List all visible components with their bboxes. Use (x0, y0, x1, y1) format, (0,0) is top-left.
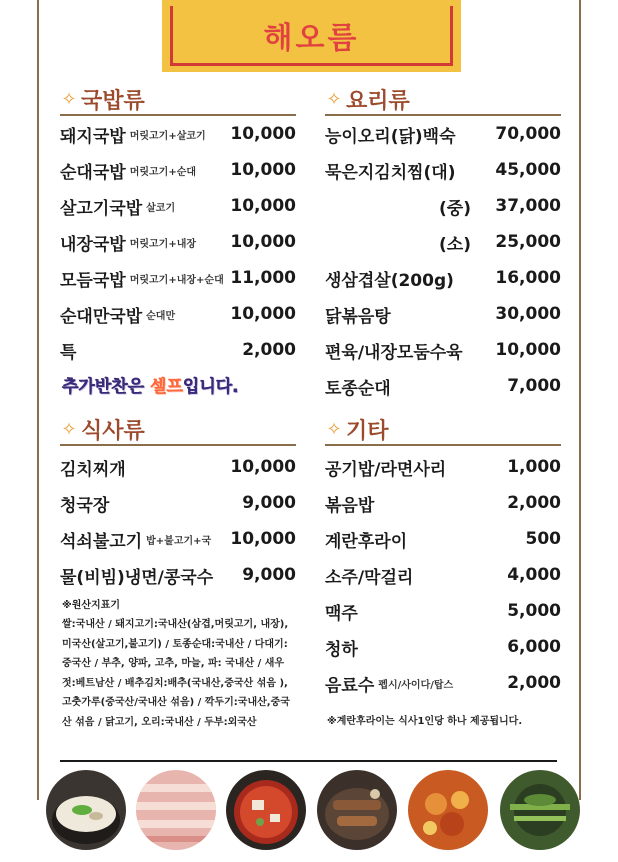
menu-item-price: 1,000 (507, 457, 561, 477)
section-label: 국밥류 (81, 88, 145, 114)
menu-item-name: 청국장 (60, 495, 110, 516)
gukbap-photo (46, 770, 126, 850)
menu-item-price: 30,000 (495, 304, 561, 324)
menu-item-name: 청하 (325, 639, 358, 660)
title-banner (162, 0, 461, 72)
menu-item-name-group (325, 302, 391, 327)
menu-item-name: 물(비빔)냉면/콩국수 (60, 567, 214, 588)
sparkle-icon: ✧ (326, 418, 342, 440)
menu-item-row (60, 156, 296, 184)
sparkle-icon: ✧ (326, 88, 342, 110)
menu-item-name: 특 (60, 342, 77, 363)
menu-item-row (325, 489, 561, 517)
kimchi-stew-photo (226, 770, 306, 850)
menu-item-row (325, 192, 561, 220)
menu-item-row (60, 525, 296, 553)
left-border-line (37, 0, 39, 800)
menu-item-name: 모듬국밥 (60, 270, 126, 291)
menu-item-name-group (325, 563, 413, 588)
menu-item-name: 음료수 (325, 675, 375, 696)
menu-item-name: 토종순대 (325, 378, 391, 399)
menu-item-name-group (60, 158, 196, 183)
section-yori-heading (325, 84, 561, 116)
section-label: 기타 (346, 418, 389, 444)
menu-item-name: 생삼겹살(200g) (325, 270, 454, 291)
menu-item-row (60, 120, 296, 148)
menu-item-row (325, 120, 561, 148)
menu-item-price: 10,000 (230, 529, 296, 549)
sparkle-icon: ✧ (61, 88, 77, 110)
menu-item-row (325, 336, 561, 364)
menu-item-name: (소) (439, 234, 471, 255)
menu-item-row (325, 300, 561, 328)
menu-item-name-group (325, 230, 471, 255)
menu-item-name-group (325, 635, 358, 660)
footnote: ※계란후라이는 식사1인당 하나 제공됩니다. (327, 716, 523, 727)
menu-item-price: 10,000 (230, 124, 296, 144)
menu-item-name-group (325, 122, 456, 147)
menu-item-price: 10,000 (230, 304, 296, 324)
menu-item-name-group (325, 527, 407, 552)
menu-item-name-group (60, 455, 126, 480)
notice-highlight: 셀프 (150, 377, 183, 397)
menu-item-name-group (325, 194, 471, 219)
menu-item-name: 순대만국밥 (60, 306, 143, 327)
menu-item-description: 살코기 (146, 202, 176, 214)
menu-item-price: 70,000 (495, 124, 561, 144)
menu-item-price: 10,000 (230, 196, 296, 216)
menu-item-name: 살고기국밥 (60, 198, 143, 219)
menu-item-name: 소주/막걸리 (325, 567, 414, 588)
menu-item-name: 계란후라이 (325, 531, 408, 552)
menu-item-name-group (325, 338, 463, 363)
menu-item-name: 석쇠불고기 (60, 531, 143, 552)
menu-item-name-group (325, 455, 446, 480)
section-gita-heading (325, 414, 561, 446)
menu-item-description: 펩시/사이다/탑스 (378, 679, 454, 691)
menu-item-name: 능이오리(닭)백숙 (325, 126, 456, 147)
menu-item-price: 11,000 (230, 268, 296, 288)
menu-item-row (325, 453, 561, 481)
menu-item-row (325, 372, 561, 400)
menu-item-name-group (325, 374, 391, 399)
menu-item-row (325, 669, 561, 697)
menu-item-row (60, 300, 296, 328)
right-border-line (579, 0, 581, 800)
menu-item-description: 머릿고기+살코기 (129, 130, 206, 142)
self-service-notice (62, 372, 239, 397)
bottom-divider (60, 760, 557, 762)
menu-item-row (60, 192, 296, 220)
menu-item-name-group (325, 266, 454, 291)
menu-item-name: 닭볶음탕 (325, 306, 391, 327)
menu-item-name-group (60, 563, 213, 588)
menu-item-name-group (60, 338, 76, 363)
food-photo-strip (0, 770, 618, 862)
braised-chicken-photo (408, 770, 488, 850)
menu-item-name-group (325, 671, 453, 696)
menu-item-row (60, 489, 296, 517)
menu-item-price: 5,000 (507, 601, 561, 621)
menu-item-name: 순대국밥 (60, 162, 126, 183)
sparkle-icon: ✧ (61, 418, 77, 440)
menu-item-name-group (60, 527, 211, 552)
menu-item-price: 10,000 (230, 457, 296, 477)
menu-item-name-group (60, 491, 109, 516)
menu-item-name-group (325, 158, 456, 183)
menu-item-name: 맥주 (325, 603, 358, 624)
menu-item-row (60, 561, 296, 589)
origin-body: 쌀:국내산 / 돼지고기:국내산(삼겹,머릿고기, 내장), 미국산(살고기,불고기) / 토종순대:국내산 / 다대기:중국산 / 부추, 양파, 고추, 마늘, 파: 국내산 / 새우젓:베트남산 / 배추김치:배추(국내산,중국산 섞음 ), 고춧가루(중국산/국내산 섞음) / 깍두기:국내산,중국산 섞음 / 닭고기, 오리:국내산 / 두부:외국산 (62, 619, 290, 728)
menu-item-name-group (325, 491, 374, 516)
menu-item-price: 2,000 (507, 493, 561, 513)
menu-item-name: 내장국밥 (60, 234, 126, 255)
menu-item-name-group (60, 266, 224, 291)
menu-item-row (325, 228, 561, 256)
menu-item-price: 9,000 (242, 493, 296, 513)
menu-item-description: 머릿고기+내장+순대 (129, 274, 224, 286)
menu-item-name: 볶음밥 (325, 495, 375, 516)
menu-item-name: 편육/내장모둠수육 (325, 342, 463, 363)
pork-belly-photo (136, 770, 216, 850)
grilled-meat-photo (317, 770, 397, 850)
menu-item-price: 25,000 (495, 232, 561, 252)
menu-item-name-group (60, 122, 206, 147)
menu-item-price: 4,000 (507, 565, 561, 585)
menu-item-price: 2,000 (507, 673, 561, 693)
menu-item-price: 45,000 (495, 160, 561, 180)
menu-item-price: 2,000 (242, 340, 296, 360)
menu-item-price: 9,000 (242, 565, 296, 585)
sundae-photo (500, 770, 580, 850)
menu-item-row (60, 453, 296, 481)
menu-item-description: 머릿고기+내장 (129, 238, 197, 250)
menu-item-name-group (60, 194, 175, 219)
menu-item-description: 머릿고기+순대 (129, 166, 197, 178)
menu-item-name-group (60, 230, 196, 255)
menu-item-price: 6,000 (507, 637, 561, 657)
menu-item-row (60, 336, 296, 364)
section-label: 요리류 (346, 88, 410, 114)
menu-item-row (325, 633, 561, 661)
menu-item-price: 10,000 (495, 340, 561, 360)
menu-item-row (60, 264, 296, 292)
origin-info (62, 596, 292, 733)
section-siksa-heading (60, 414, 296, 446)
menu-item-name-group (60, 302, 175, 327)
title-frame (170, 6, 453, 66)
menu-item-description: 순대만 (146, 310, 176, 322)
menu-item-price: 16,000 (495, 268, 561, 288)
menu-item-name: (중) (439, 198, 471, 219)
menu-item-row (60, 228, 296, 256)
page-title: 해오름 (263, 20, 360, 56)
section-gukbap-heading (60, 84, 296, 116)
menu-item-name: 김치찌개 (60, 459, 126, 480)
menu-item-name: 공기밥/라면사리 (325, 459, 447, 480)
menu-item-row (325, 525, 561, 553)
menu-item-price: 7,000 (507, 376, 561, 396)
menu-item-price: 10,000 (230, 160, 296, 180)
menu-item-row (325, 156, 561, 184)
menu-item-price: 500 (525, 529, 561, 549)
section-label: 식사류 (81, 418, 145, 444)
menu-item-row (325, 561, 561, 589)
menu-item-price: 10,000 (230, 232, 296, 252)
menu-item-row (325, 264, 561, 292)
notice-prefix: 추가반찬은 (62, 377, 151, 397)
menu-item-name: 묵은지김치찜(대) (325, 162, 456, 183)
menu-item-name: 돼지국밥 (60, 126, 126, 147)
menu-item-price: 37,000 (495, 196, 561, 216)
notice-suffix: 입니다. (182, 377, 239, 397)
menu-item-description: 밥+불고기+국 (146, 535, 212, 547)
menu-item-row (325, 597, 561, 625)
menu-item-name-group (325, 599, 358, 624)
origin-title: ※원산지표기 (62, 600, 121, 611)
